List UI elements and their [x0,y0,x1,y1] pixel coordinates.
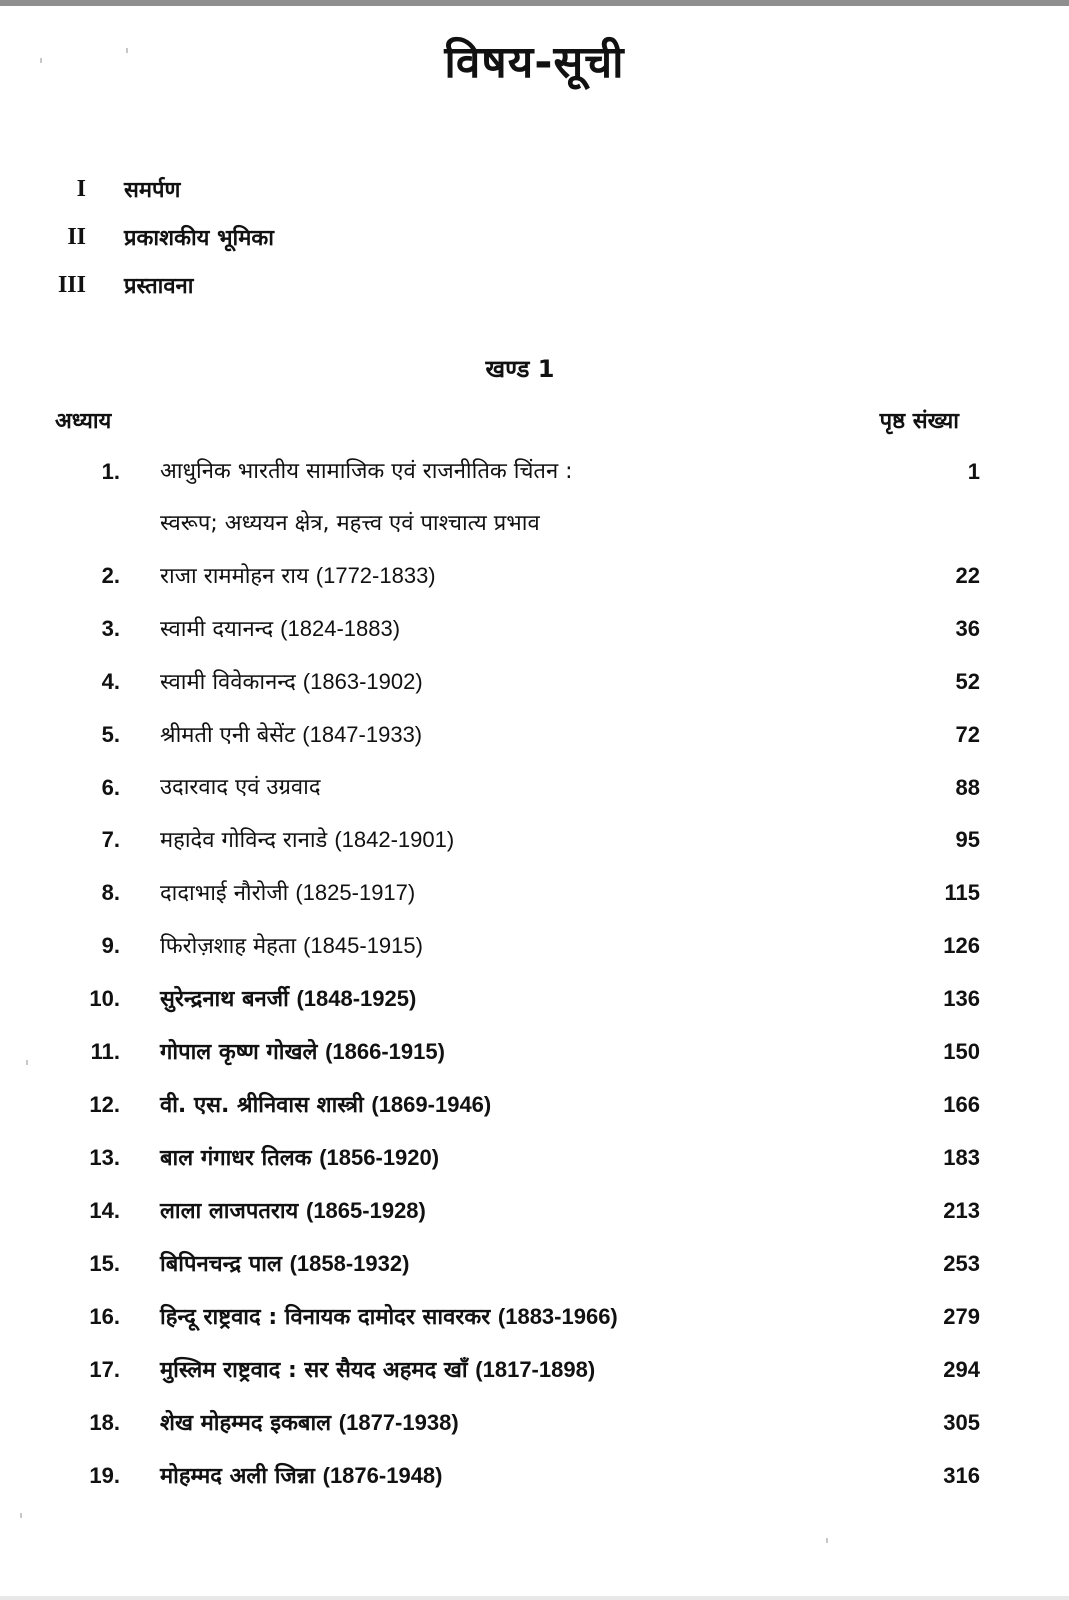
chapter-years: (1869-1946) [371,1092,492,1118]
page-number: 305 [943,1410,980,1436]
chapter-number: 10. [89,986,120,1012]
page-number: 36 [955,616,980,641]
scan-speck [26,1060,28,1065]
chapter-number: 16. [89,1304,120,1330]
page-number: 72 [955,722,980,747]
prelim-label: समर्पण [124,178,181,203]
chapter-number: 1. [101,459,120,484]
toc-row [60,1079,980,1132]
toc-row [60,814,980,867]
chapter-years: (1842-1901) [334,827,455,853]
chapter-title [120,920,900,973]
chapter-number: 19. [89,1463,120,1489]
chapter-name: राजा राममोहन राय [160,564,309,589]
toc-row [60,1344,980,1397]
chapter-years: (1883-1966) [497,1304,618,1330]
prelim-label: प्रकाशकीय भूमिका [124,226,274,251]
chapter-title [120,1185,900,1238]
chapter-title [120,1238,900,1291]
chapter-name: दादाभाई नौरोजी [160,881,289,907]
chapter-years: (1772-1833) [315,563,436,588]
chapter-title [120,1291,900,1344]
chapter-title [120,1344,900,1397]
page-number: 279 [943,1304,980,1330]
page-number: 316 [943,1463,980,1489]
chapter-name: श्रीमती एनी बेसेंट [160,723,296,748]
toc-row [60,1185,980,1238]
toc-row [60,1132,980,1185]
chapter-name: गोपाल कृष्ण गोखले [160,1040,318,1066]
page-number: 52 [955,669,980,694]
toc-row [60,709,980,762]
chapter-number: 18. [89,1410,120,1436]
toc-row [60,973,980,1026]
page-title: विषय-सूची [444,37,625,88]
chapter-number: 11. [90,1039,120,1065]
page-number: 253 [943,1251,980,1277]
chapter-years: (1865-1928) [306,1198,426,1224]
chapter-number: 5. [101,722,120,747]
page-number: 115 [944,880,980,906]
chapter-title [120,762,900,814]
toc-row [60,1450,980,1503]
prelim-number: I [76,175,86,202]
chapter-name: महादेव गोविन्द रानाडे [160,828,328,854]
toc-row [60,867,980,920]
chapter-years: (1866-1915) [325,1039,445,1065]
chapter-years: (1863-1902) [302,669,423,694]
prelim-number: II [67,223,86,250]
bottom-edge-bar [0,1596,1069,1600]
prelim-label: प्रस्तावना [124,274,194,299]
chapter-number: 12. [89,1092,120,1118]
chapter-title [120,867,900,920]
scan-speck [826,1538,828,1543]
chapter-name: स्वामी दयानन्द [160,617,274,642]
chapter-title [120,656,900,709]
chapter-years: (1848-1925) [296,986,417,1012]
chapter-number: 2. [101,563,120,588]
chapter-years: (1877-1938) [338,1410,459,1436]
chapter-title-line2: स्वरूप; अध्ययन क्षेत्र, महत्त्व एवं पाश्चात्य प्रभाव [160,511,540,536]
chapter-name: शेख मोहम्मद इकबाल [160,1411,332,1437]
table-of-contents [60,446,980,1503]
page-number: 166 [943,1092,980,1118]
chapter-column-header: अध्याय [55,409,112,434]
prelim-item [50,165,274,213]
top-edge-bar [0,0,1069,6]
chapter-number: 6. [101,775,120,800]
chapter-number: 17. [89,1357,120,1383]
chapter-title [120,1397,900,1450]
toc-row [60,656,980,709]
page-number: 136 [943,986,980,1012]
page-number: 294 [943,1357,980,1383]
chapter-number: 9. [101,933,120,959]
chapter-number: 4. [101,669,120,694]
chapter-title [120,603,900,656]
chapter-number: 3. [101,616,120,641]
chapter-years: (1847-1933) [302,722,423,747]
scan-speck [20,1513,22,1518]
chapter-title [120,550,900,603]
chapter-years: (1817-1898) [475,1357,596,1383]
page-number: 1 [967,459,980,484]
chapter-years: (1825-1917) [295,880,416,906]
chapter-title [120,709,900,762]
chapter-title [120,973,900,1026]
chapter-title-line1: आधुनिक भारतीय सामाजिक एवं राजनीतिक चिंतन : [160,459,573,484]
chapter-title [120,1450,900,1503]
chapter-name: सुरेन्द्रनाथ बनर्जी [160,987,289,1013]
page-number: 150 [943,1039,980,1065]
page-number: 126 [943,933,980,959]
chapter-name: लाला लाजपतराय [160,1199,299,1225]
chapter-name: स्वामी विवेकानन्द [160,670,296,695]
toc-row [60,550,980,603]
chapter-title [120,446,900,550]
chapter-name: बिपिनचन्द्र पाल [160,1252,282,1278]
toc-row [60,1026,980,1079]
toc-row [60,603,980,656]
chapter-number: 15. [89,1251,120,1277]
section-title: खण्ड 1 [485,355,555,383]
chapter-title [120,814,900,867]
chapter-name: वी. एस. श्रीनिवास शास्त्री [160,1093,364,1119]
page-number: 95 [955,827,980,853]
prelim-list [50,165,274,309]
chapter-years: (1845-1915) [303,933,423,959]
toc-row [60,762,980,814]
chapter-name: हिन्दू राष्ट्रवाद : विनायक दामोदर सावरकर [160,1305,491,1331]
toc-row [60,920,980,973]
scan-speck [126,48,128,53]
chapter-title [120,1132,900,1185]
chapter-title [120,1026,900,1079]
page-number: 213 [943,1198,980,1224]
chapter-name: बाल गंगाधर तिलक [160,1146,312,1172]
chapter-title [120,1079,900,1132]
toc-row [60,1397,980,1450]
page-number: 22 [955,563,980,588]
toc-row [60,446,980,550]
chapter-number: 7. [101,827,120,853]
toc-row [60,1291,980,1344]
chapter-number: 13. [89,1145,120,1171]
chapter-number: 14. [89,1198,120,1224]
toc-row [60,1238,980,1291]
page-column-header: पृष्ठ संख्या [879,409,959,434]
chapter-name: मोहम्मद अली जिन्ना [160,1464,315,1490]
chapter-name: मुस्लिम राष्ट्रवाद : सर सैयद अहमद खाँ [160,1358,468,1384]
page-number: 183 [943,1145,980,1171]
chapter-name: उदारवाद एवं उग्रवाद [160,775,321,800]
prelim-number: III [57,271,86,298]
chapter-number: 8. [101,880,120,906]
chapter-years: (1876-1948) [322,1463,443,1489]
page-number: 88 [955,775,980,800]
chapter-years: (1856-1920) [319,1145,440,1171]
scan-speck [40,58,42,63]
prelim-item [50,213,274,261]
prelim-item [50,261,274,309]
chapter-years: (1824-1883) [280,616,401,641]
chapter-name: फिरोज़शाह मेहता [160,934,297,960]
chapter-years: (1858-1932) [289,1251,410,1277]
